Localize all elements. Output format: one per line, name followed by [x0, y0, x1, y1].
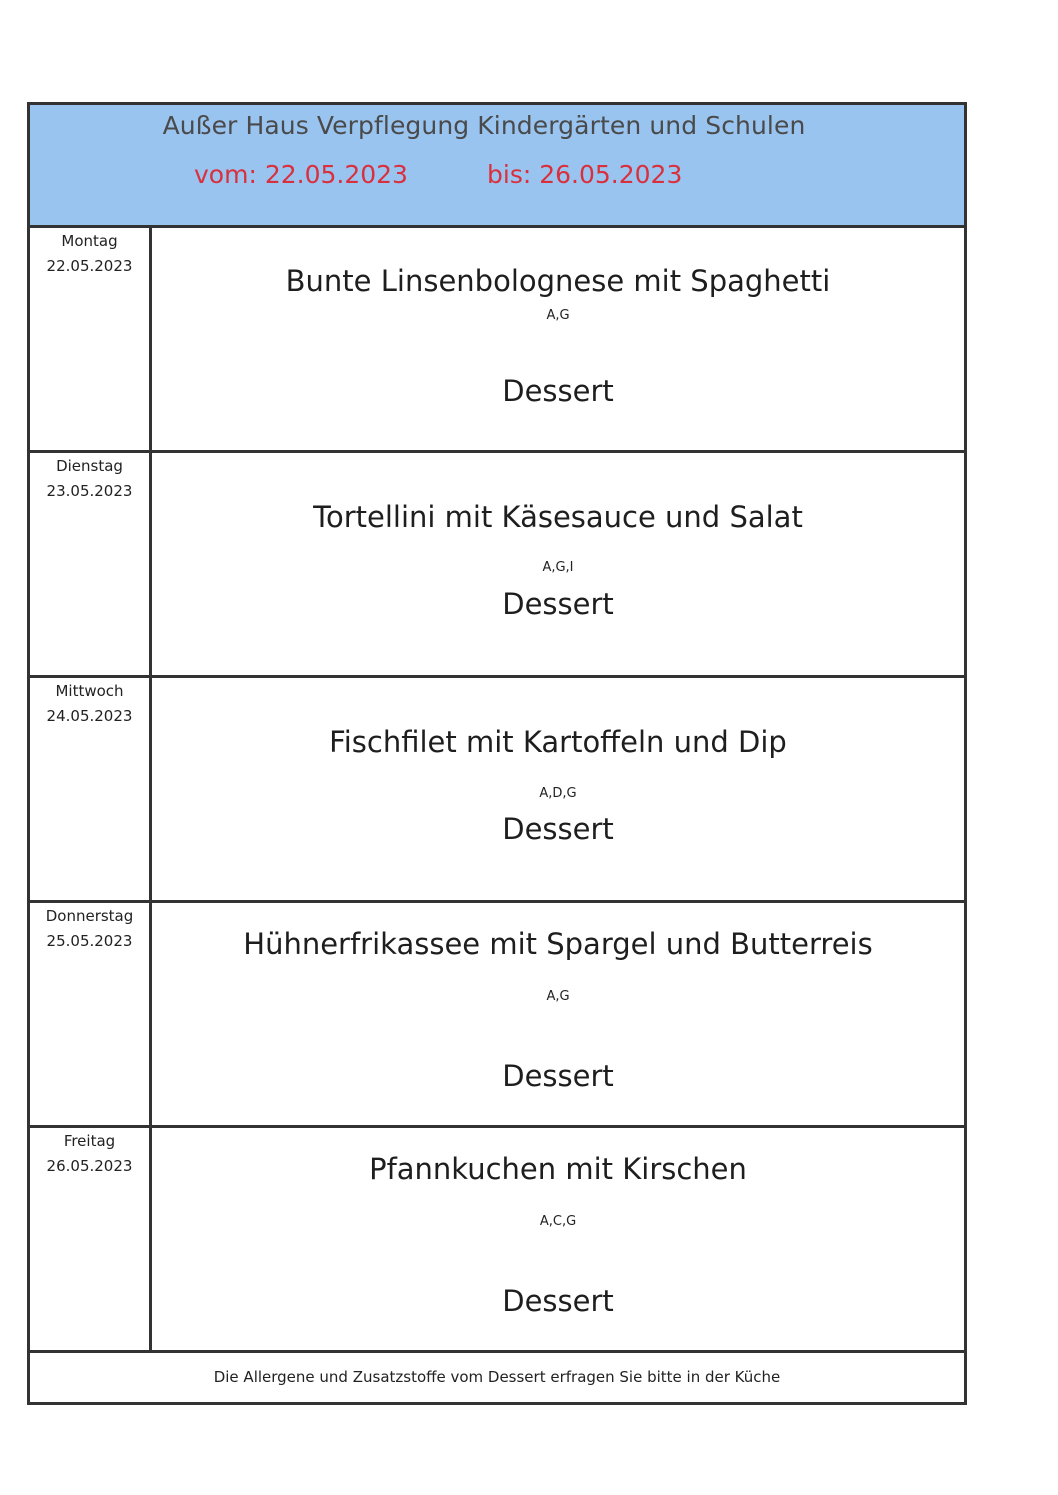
allergen-codes: A,G [546, 308, 570, 323]
day-row-friday [30, 1128, 964, 1353]
period-end: bis: 26.05.2023 [487, 160, 683, 189]
meal-cell [152, 228, 964, 450]
day-name: Donnerstag [45, 907, 134, 925]
day-cell [30, 453, 152, 675]
allergen-codes: A,G,I [542, 560, 574, 575]
meal-name: Bunte Linsenbolognese mit Spaghetti [285, 264, 831, 298]
meal-cell [152, 1128, 964, 1350]
day-cell [30, 903, 152, 1125]
meal-cell [152, 453, 964, 675]
meal-name: Pfannkuchen mit Kirschen [369, 1152, 747, 1186]
day-row-wednesday [30, 678, 964, 903]
day-name: Freitag [63, 1132, 116, 1150]
dessert-label: Dessert [502, 1059, 614, 1093]
meal-cell [152, 678, 964, 900]
day-date: 25.05.2023 [46, 932, 133, 950]
day-row-monday [30, 228, 964, 453]
day-date: 22.05.2023 [46, 257, 133, 275]
menu-header [30, 105, 964, 228]
day-cell [30, 228, 152, 450]
day-date: 24.05.2023 [46, 707, 133, 725]
day-name: Mittwoch [55, 682, 124, 700]
day-row-thursday [30, 903, 964, 1128]
day-cell [30, 1128, 152, 1350]
day-date: 26.05.2023 [46, 1157, 133, 1175]
day-cell [30, 678, 152, 900]
allergen-codes: A,D,G [539, 786, 577, 801]
meal-name: Hühnerfrikassee mit Spargel und Butterreis [243, 927, 873, 961]
day-name: Montag [61, 232, 118, 250]
day-name: Dienstag [56, 457, 123, 475]
menu-title: Außer Haus Verpflegung Kindergärten und Schulen [162, 111, 806, 140]
day-row-tuesday [30, 453, 964, 678]
allergen-codes: A,G [546, 989, 570, 1004]
dessert-label: Dessert [502, 374, 614, 408]
allergen-footnote: Die Allergene und Zusatzstoffe vom Dessert erfragen Sie bitte in der Küche [213, 1368, 781, 1386]
period-start: vom: 22.05.2023 [194, 160, 408, 189]
allergen-codes: A,C,G [539, 1214, 577, 1229]
menu-table [27, 102, 967, 1405]
dessert-label: Dessert [502, 812, 614, 846]
dessert-label: Dessert [502, 587, 614, 621]
meal-cell [152, 903, 964, 1125]
meal-name: Tortellini mit Käsesauce und Salat [313, 500, 803, 534]
dessert-label: Dessert [502, 1284, 614, 1318]
day-date: 23.05.2023 [46, 482, 133, 500]
meal-name: Fischfilet mit Kartoffeln und Dip [329, 725, 787, 759]
